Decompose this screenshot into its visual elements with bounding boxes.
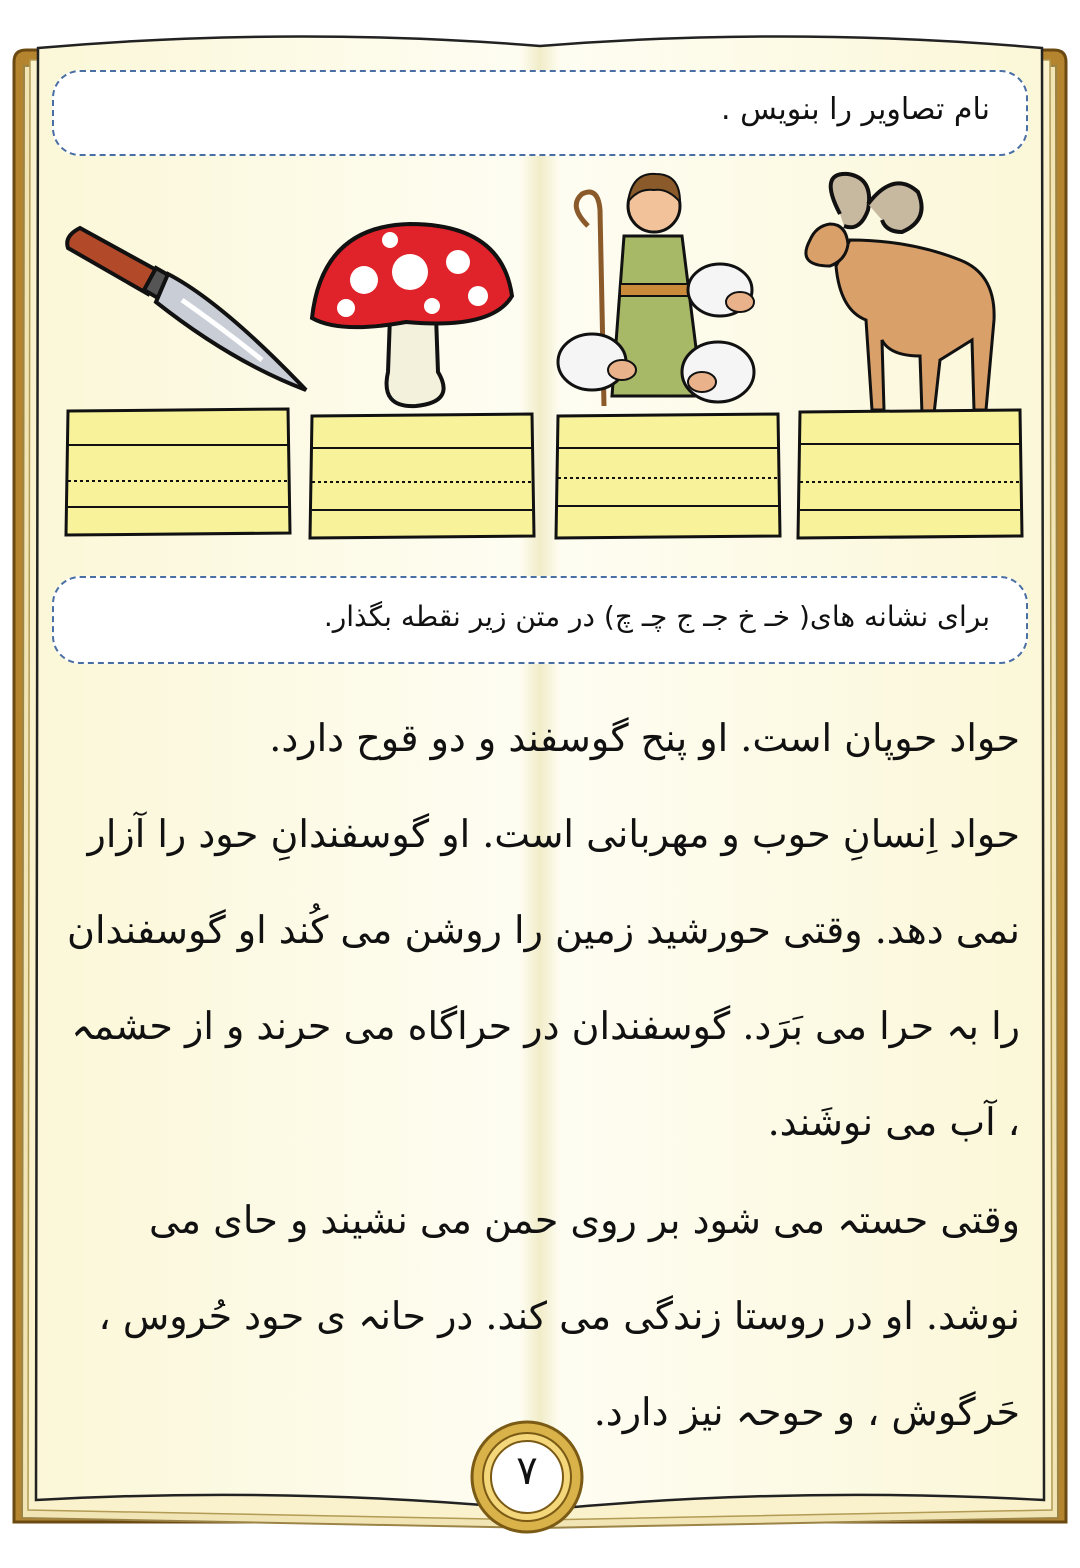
- answer-board-ram[interactable]: [794, 406, 1026, 542]
- instruction-write-names-text: نام تصاویر را بنویس .: [721, 92, 990, 127]
- answer-board-shepherd[interactable]: [552, 410, 784, 542]
- knife-icon: [62, 210, 312, 400]
- story-paragraph-1: حواد حوپان است. او پنح گوسفند و دو قوح دارد.: [269, 716, 1020, 760]
- mushroom-icon: [306, 222, 516, 412]
- instruction-dot-letters: [52, 576, 1028, 664]
- story-paragraph-2: حواد اِنسانِ حوب و مهربانی است. او گوسفندانِ حود را آزار نمی دهد. وقتی حورشید زمین را روشن می کُند او گوسفندان را بہ حرا می بَرَد. گوسفندان در حراگاه می حرند و از حشمہ ، آب می نوشَند.: [67, 812, 1020, 1144]
- instruction-dot-letters-text: برای نشانه های( خـ خ جـ ج چـ چ) در متن زیر نقطه بگذار.: [323, 600, 990, 633]
- answer-board-knife[interactable]: [62, 405, 294, 539]
- ram-icon: [790, 170, 1010, 420]
- answer-board-mushroom[interactable]: [306, 410, 538, 542]
- instruction-write-names: [52, 70, 1028, 156]
- story-paragraph-3: وقتی حستہ می شود بر روی حمن می نشیند و حای می نوشد. او در روستا زندگی می کند. در حانہ ی حود حُروس ، حَرگوش ، و حوحہ نیز دارد.: [98, 1198, 1020, 1434]
- page-number: ۷: [516, 1448, 538, 1494]
- shepherd-with-sheep-icon: [552, 166, 774, 416]
